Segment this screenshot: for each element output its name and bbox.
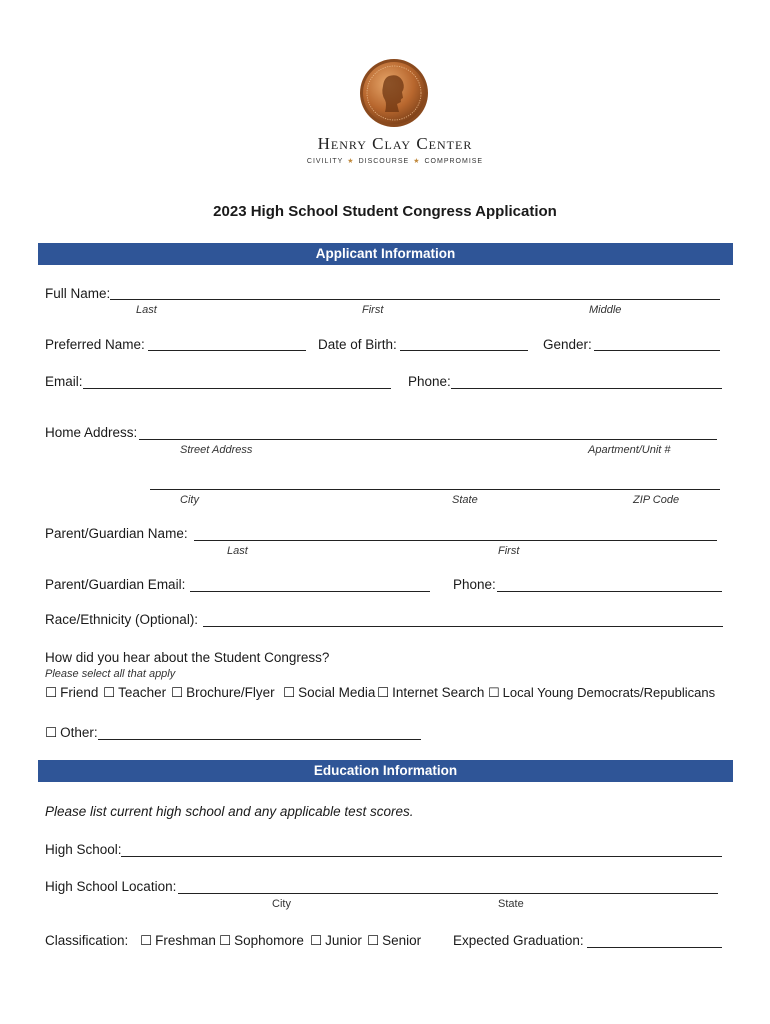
section-bar-education: Education Information xyxy=(38,760,733,782)
high-school-field[interactable] xyxy=(121,856,722,857)
option-social-media[interactable]: ☐ Social Media xyxy=(283,685,376,700)
race-field[interactable] xyxy=(203,626,723,627)
option-junior[interactable]: ☐ Junior xyxy=(310,933,362,948)
high-school-location-field[interactable] xyxy=(178,893,718,894)
option-friend[interactable]: ☐ Friend xyxy=(45,685,99,700)
phone-label: Phone: xyxy=(408,374,451,389)
guardian-email-label: Parent/Guardian Email: xyxy=(45,577,186,592)
guardian-email-field[interactable] xyxy=(190,591,430,592)
guardian-name-label: Parent/Guardian Name: xyxy=(45,526,188,541)
option-freshman[interactable]: ☐ Freshman xyxy=(140,933,216,948)
option-senior[interactable]: ☐ Senior xyxy=(367,933,422,948)
checkbox-icon[interactable]: ☐ xyxy=(377,685,390,700)
street-address-caption: Street Address xyxy=(180,444,253,456)
gender-field[interactable] xyxy=(594,350,720,351)
hear-question: How did you hear about the Student Congress? xyxy=(45,650,330,665)
classification-label: Classification: xyxy=(45,933,129,948)
option-young-democrats-republicans[interactable]: ☐ Local Young Democrats/Republicans xyxy=(488,685,716,700)
checkbox-icon[interactable]: ☐ xyxy=(171,685,184,700)
option-other[interactable]: ☐ Other: xyxy=(45,725,98,740)
email-field[interactable] xyxy=(83,388,391,389)
logo-tagline: CIVILITY ★ DISCOURSE ★ COMPROMISE xyxy=(306,158,484,165)
preferred-name-field[interactable] xyxy=(148,350,306,351)
star-icon: ★ xyxy=(413,158,421,165)
other-field[interactable] xyxy=(98,739,421,740)
guardian-phone-field[interactable] xyxy=(497,591,722,592)
section-bar-applicant: Applicant Information xyxy=(38,243,733,265)
option-sophomore[interactable]: ☐ Sophomore xyxy=(219,933,304,948)
education-intro: Please list current high school and any applicable test scores. xyxy=(45,804,414,819)
dob-field[interactable] xyxy=(400,350,528,351)
option-internet-search[interactable]: ☐ Internet Search xyxy=(377,685,485,700)
gender-label: Gender: xyxy=(543,337,592,352)
home-address-label: Home Address: xyxy=(45,425,138,440)
city-state-zip-field[interactable] xyxy=(150,489,720,490)
checkbox-icon[interactable]: ☐ xyxy=(45,685,58,700)
email-label: Email: xyxy=(45,374,83,389)
checkbox-icon[interactable]: ☐ xyxy=(103,685,116,700)
dob-label: Date of Birth: xyxy=(318,337,397,352)
zip-caption: ZIP Code xyxy=(633,494,680,506)
full-name-label: Full Name: xyxy=(45,286,111,301)
page-title: 2023 High School Student Congress Application xyxy=(213,203,557,220)
full-name-field[interactable] xyxy=(110,299,720,300)
guardian-first-caption: First xyxy=(498,545,520,557)
preferred-name-label: Preferred Name: xyxy=(45,337,145,352)
expected-graduation-field[interactable] xyxy=(587,947,722,948)
city-caption: City xyxy=(180,494,199,506)
state-caption: State xyxy=(452,494,478,506)
high-school-location-label: High School Location: xyxy=(45,879,177,894)
location-state-caption: State xyxy=(498,898,524,910)
high-school-label: High School: xyxy=(45,842,122,857)
hear-note: Please select all that apply xyxy=(45,668,176,680)
checkbox-icon[interactable]: ☐ xyxy=(45,725,58,740)
checkbox-icon[interactable]: ☐ xyxy=(219,933,232,948)
option-brochure[interactable]: ☐ Brochure/Flyer xyxy=(171,685,275,700)
star-icon: ★ xyxy=(347,158,355,165)
apartment-caption: Apartment/Unit # xyxy=(588,444,671,456)
phone-field[interactable] xyxy=(451,388,722,389)
guardian-phone-label: Phone: xyxy=(453,577,496,592)
logo-name: Henry Clay Center xyxy=(317,134,473,153)
checkbox-icon[interactable]: ☐ xyxy=(140,933,153,948)
location-city-caption: City xyxy=(272,898,291,910)
medallion-logo-icon xyxy=(359,58,429,128)
guardian-last-caption: Last xyxy=(227,545,248,557)
checkbox-icon[interactable]: ☐ xyxy=(310,933,323,948)
street-address-field[interactable] xyxy=(139,439,717,440)
race-label: Race/Ethnicity (Optional): xyxy=(45,612,199,627)
checkbox-icon[interactable]: ☐ xyxy=(488,685,500,700)
checkbox-icon[interactable]: ☐ xyxy=(283,685,296,700)
full-name-first-caption: First xyxy=(362,304,384,316)
guardian-name-field[interactable] xyxy=(194,540,717,541)
full-name-middle-caption: Middle xyxy=(589,304,622,316)
option-teacher[interactable]: ☐ Teacher xyxy=(103,685,167,700)
full-name-last-caption: Last xyxy=(136,304,157,316)
expected-graduation-label: Expected Graduation: xyxy=(453,933,584,948)
checkbox-icon[interactable]: ☐ xyxy=(367,933,380,948)
